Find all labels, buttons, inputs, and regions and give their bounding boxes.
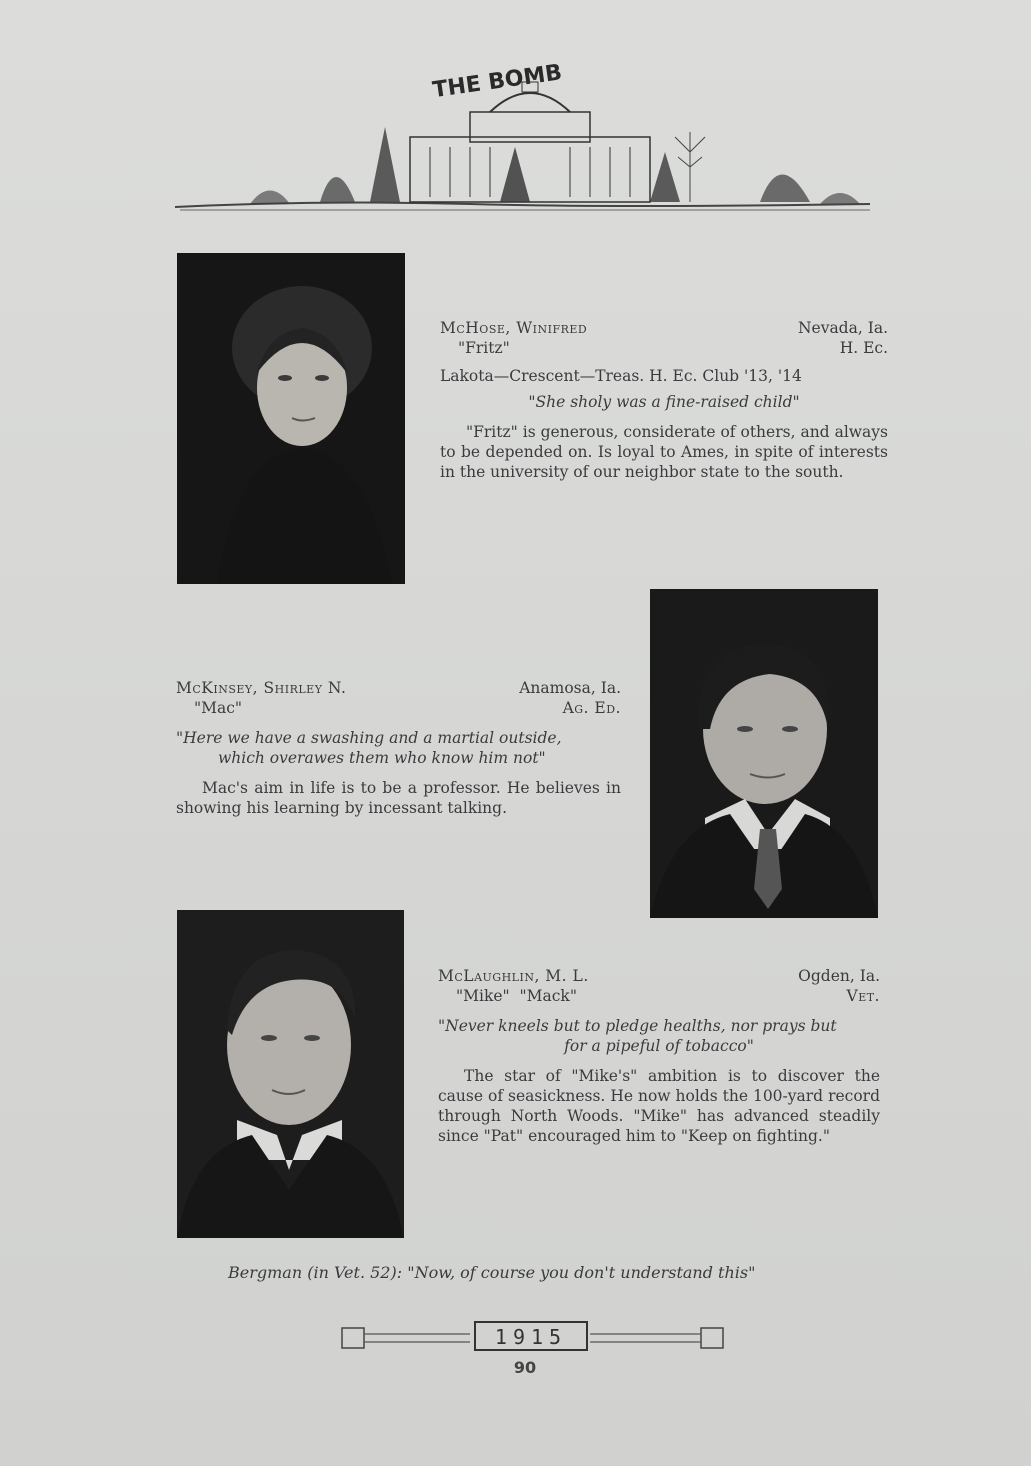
- year-banner: [340, 1318, 725, 1354]
- entry-mclaughlin: [438, 966, 880, 1146]
- campus-building-illustration: [170, 52, 880, 217]
- portrait-photo-mclaughlin: [177, 910, 404, 1238]
- student-course: H. Ec.: [839, 339, 888, 357]
- year-text: 1915: [494, 1325, 568, 1349]
- student-clubs: Lakota—Crescent—Treas. H. Ec. Club '13, '14: [440, 367, 802, 385]
- student-course: Ag. Ed.: [562, 699, 621, 717]
- student-quote-line2: which overawes them who know him not": [218, 749, 546, 767]
- portrait-photo-mckinsey: [650, 589, 878, 918]
- student-quote-line2: for a pipeful of tobacco": [564, 1037, 754, 1055]
- student-description: "Fritz" is generous, considerate of others, and always to be depended on. Is loyal to Ames, in spite of interests in the university of our neighbor state to the south.: [440, 423, 888, 481]
- student-description: Mac's aim in life is to be a professor. He believes in showing his learning by incessant talking.: [176, 779, 621, 817]
- student-name: McHose, Winifred: [440, 319, 588, 337]
- footer-quote: Bergman (in Vet. 52): "Now, of course you don't understand this": [228, 1263, 756, 1282]
- student-name: McLaughlin, M. L.: [438, 967, 589, 985]
- student-description: The star of "Mike's" ambition is to discover the cause of seasickness. He now holds the 100-yard record through North Woods. "Mike" has advanced steadily since "Pat" encouraged him to "Keep on fighting.": [438, 1067, 880, 1145]
- student-location: Ogden, Ia.: [798, 967, 880, 985]
- student-course: Vet.: [846, 987, 880, 1005]
- student-quote-line1: "Here we have a swashing and a martial outside,: [176, 729, 562, 747]
- student-location: Anamosa, Ia.: [519, 679, 621, 697]
- entry-mckinsey: [176, 678, 621, 818]
- entry-mchose: [440, 318, 888, 482]
- student-quote-line1: "Never kneels but to pledge healths, nor prays but: [438, 1017, 837, 1035]
- header-title: THE BOMB: [431, 60, 564, 104]
- student-nickname: "Mac": [194, 699, 243, 717]
- student-quote: "She sholy was a fine-raised child": [528, 393, 800, 411]
- page-number: 90: [513, 1358, 537, 1377]
- portrait-photo-mchose: [177, 253, 405, 584]
- header-illustration: [170, 52, 880, 217]
- student-name: McKinsey, Shirley N.: [176, 679, 347, 697]
- student-location: Nevada, Ia.: [797, 319, 888, 337]
- student-nickname: "Fritz": [458, 339, 510, 357]
- student-nickname: "Mike" "Mack": [456, 987, 577, 1005]
